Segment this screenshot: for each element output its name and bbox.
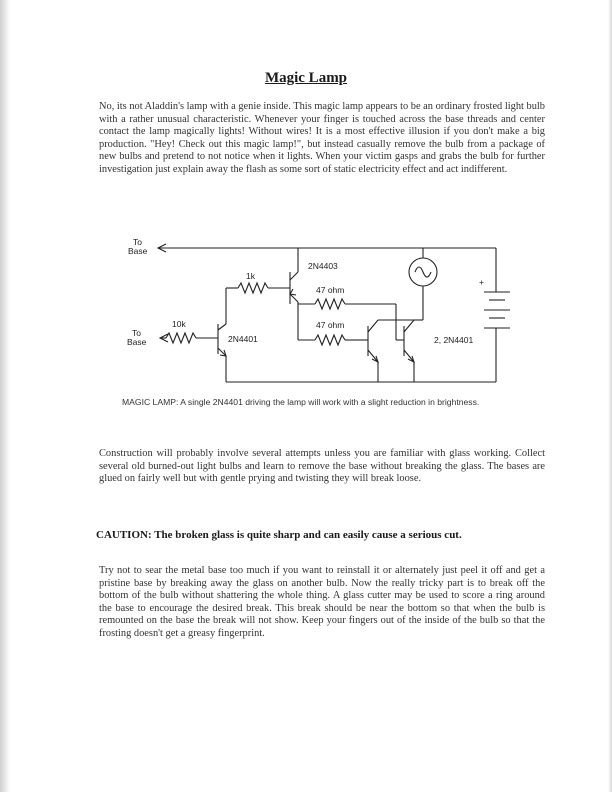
left-base-label-line1: To bbox=[132, 328, 141, 338]
left-base-label-line2: Base bbox=[127, 337, 147, 347]
instructions-paragraph: Try not to sear the metal base too much if you want to reinstall it or alternately just peel it off and get a pristine base by breaking away the glass on another bulb. Now the really tricky part is to break off the bottom of the bulb without shattering the whole thing. A glass cutter may be used to score a ring around the base to encourage the desired break. This break should be near the bottom so that when the bulb is remounted on the base the break will not show. Keep your fingers out of the inside of the bulb so that the frosting doesn't get a greasy fingerprint. bbox=[99, 565, 545, 639]
resistor-1k-label: 1k bbox=[246, 271, 255, 281]
figure-caption: MAGIC LAMP: A single 2N4401 driving the lamp will work with a slight reduction in brightness. bbox=[122, 397, 480, 407]
transistor-2n4401-left-icon bbox=[218, 324, 226, 382]
lamp-bulb-icon bbox=[409, 248, 437, 320]
battery-icon bbox=[484, 248, 510, 382]
q-2n4403-label: 2N4403 bbox=[308, 261, 338, 271]
q-2n4401-pair-label: 2, 2N4401 bbox=[434, 335, 474, 345]
top-base-label-line2: Base bbox=[128, 246, 148, 256]
top-base-label-line1: To bbox=[133, 237, 142, 247]
page-title: Magic Lamp bbox=[264, 70, 348, 86]
resistor-47-top-icon bbox=[298, 299, 396, 330]
transistor-2n4403-icon bbox=[290, 248, 298, 304]
caution-label: CAUTION: bbox=[96, 529, 152, 541]
resistor-47-bottom-label: 47 ohm bbox=[316, 320, 345, 330]
q-2n4401-left-label: 2N4401 bbox=[228, 334, 258, 344]
resistor-10k-icon bbox=[160, 333, 218, 343]
caution-text: The broken glass is quite sharp and can easily cause a serious cut. bbox=[154, 529, 462, 541]
resistor-1k-icon bbox=[226, 283, 290, 324]
caution-notice bbox=[96, 529, 556, 541]
transistor-2n4401-b-icon bbox=[396, 320, 423, 382]
battery-plus-label: + bbox=[479, 277, 484, 287]
resistor-47-top-label: 47 ohm bbox=[316, 285, 345, 295]
construction-paragraph: Construction will probably involve several attempts unless you are familiar with glass working. Collect several old burned-out light bulbs and learn to remove the base without breaking the glass. The bases are glued on fairly well but with gentle prying and twisting they will break loose. bbox=[99, 448, 545, 485]
intro-paragraph: No, its not Aladdin's lamp with a genie inside. This magic lamp appears to be an ordinary frosted light bulb with a rather unusual characteristic. Whenever your finger is touched across the base threads and center contact the lamp magically lights! Without wires! It is a most effective illusion if you don't make a big production. "Hey! Check out this magic lamp!", but instead casually remove the bulb from a package of new bulbs and pretend to not notice when it lights. When your victim gasps and grabs the bulb for further investigation just explain away the flash as some sort of static electricity effect and act indifferent. bbox=[99, 101, 545, 175]
top-base-lead bbox=[158, 244, 496, 252]
resistor-10k-label: 10k bbox=[172, 319, 186, 329]
